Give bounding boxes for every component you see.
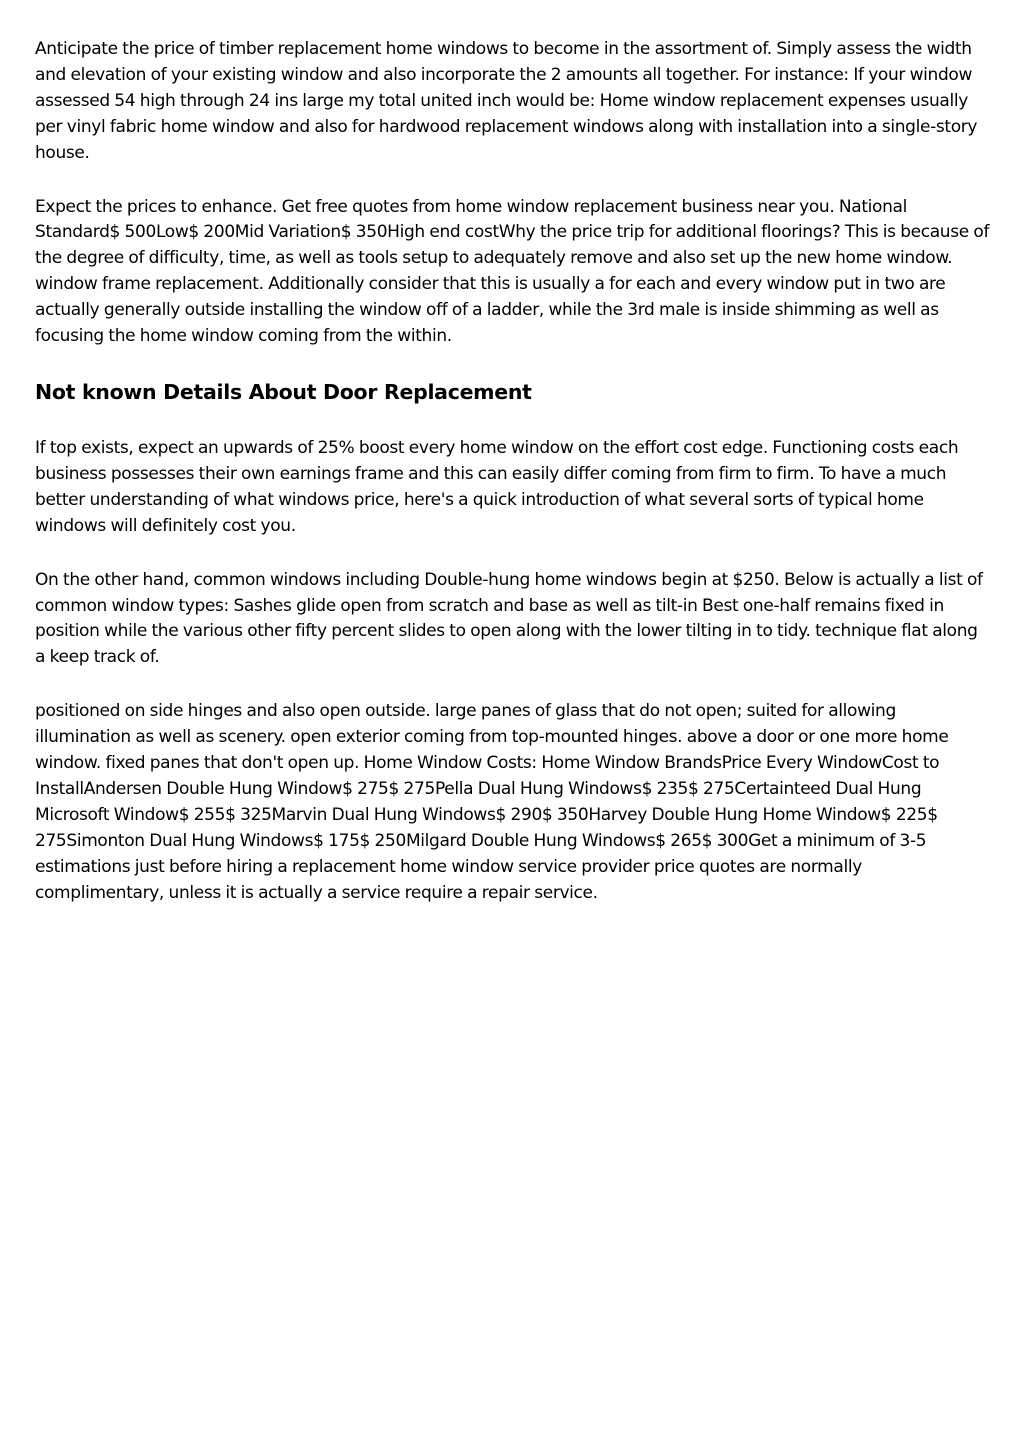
paragraph-labor-cost: If top exists, expect an upwards of 25% boost every home window on the effort cost edge. Functioning costs each business possesses their own earnings frame and this can easily differ coming from firm to firm. To have a much better understanding of what windows price, here's a quick introduction of what several sorts of typical home windows will definitely cost you. xyxy=(35,437,959,536)
paragraph-window-brand-costs: positioned on side hinges and also open outside. large panes of glass that do not open; suited for allowing illumination as well as scenery. open exterior coming from top-mounted hinges. above a door or one more home window. fixed panes that don't open up. Home Window Costs: Home Window BrandsPrice Every WindowCost to InstallAndersen Double Hung Window$ 275$ 275Pella Dual Hung Windows$ 235$ 275Certainteed Dual Hung Microsoft Window$ 255$ 325Marvin Dual Hung Windows$ 290$ 350Harvey Double Hung Home Window$ 225$ 275Simonton Dual Hung Windows$ 175$ 250Milgard Double Hung Windows$ 265$ 300Get a minimum of 3-5 estimations just before hiring a replacement home window service provider price quotes are normally complimentary, unless it is actually a service require a repair service. xyxy=(35,701,949,903)
paragraph-price-increase: Expect the prices to enhance. Get free quotes from home window replacement business near you. National Standard$ 500Low$ 200Mid Variation$ 350High end costWhy the price trip for additional floorings? This is because of the degree of difficulty, time, as well as tools setup to adequately remove and also set up the new home window. window frame replacement. Additionally consider that this is usually a for each and every window put in two are actually generally outside installing the window off of a ladder, while the 3rd male is inside shimming as well as focusing the home window coming from the within. xyxy=(35,196,990,347)
document-page xyxy=(35,37,991,934)
paragraph-wood-window-pricing: Anticipate the price of timber replacement home windows to become in the assortment of. Simply assess the width and elevation of your existing window and also incorporate the 2 amounts all together. For instance: If your window assessed 54 high through 24 ins large my total united inch would be: Home window replacement expenses usually per vinyl fabric home window and also for hardwood replacement windows along with installation into a single-story house. xyxy=(35,39,978,163)
paragraph-common-window-types: On the other hand, common windows including Double-hung home windows begin at $250. Below is actually a list of common window types: Sashes glide open from scratch and base as well as tilt-in Best one-half remains fixed in position while the various other fifty percent slides to open along with the lower tilting in to tidy. technique flat along a keep track of. xyxy=(35,569,983,668)
section-heading: Not known Details About Door Replacement xyxy=(35,379,532,404)
